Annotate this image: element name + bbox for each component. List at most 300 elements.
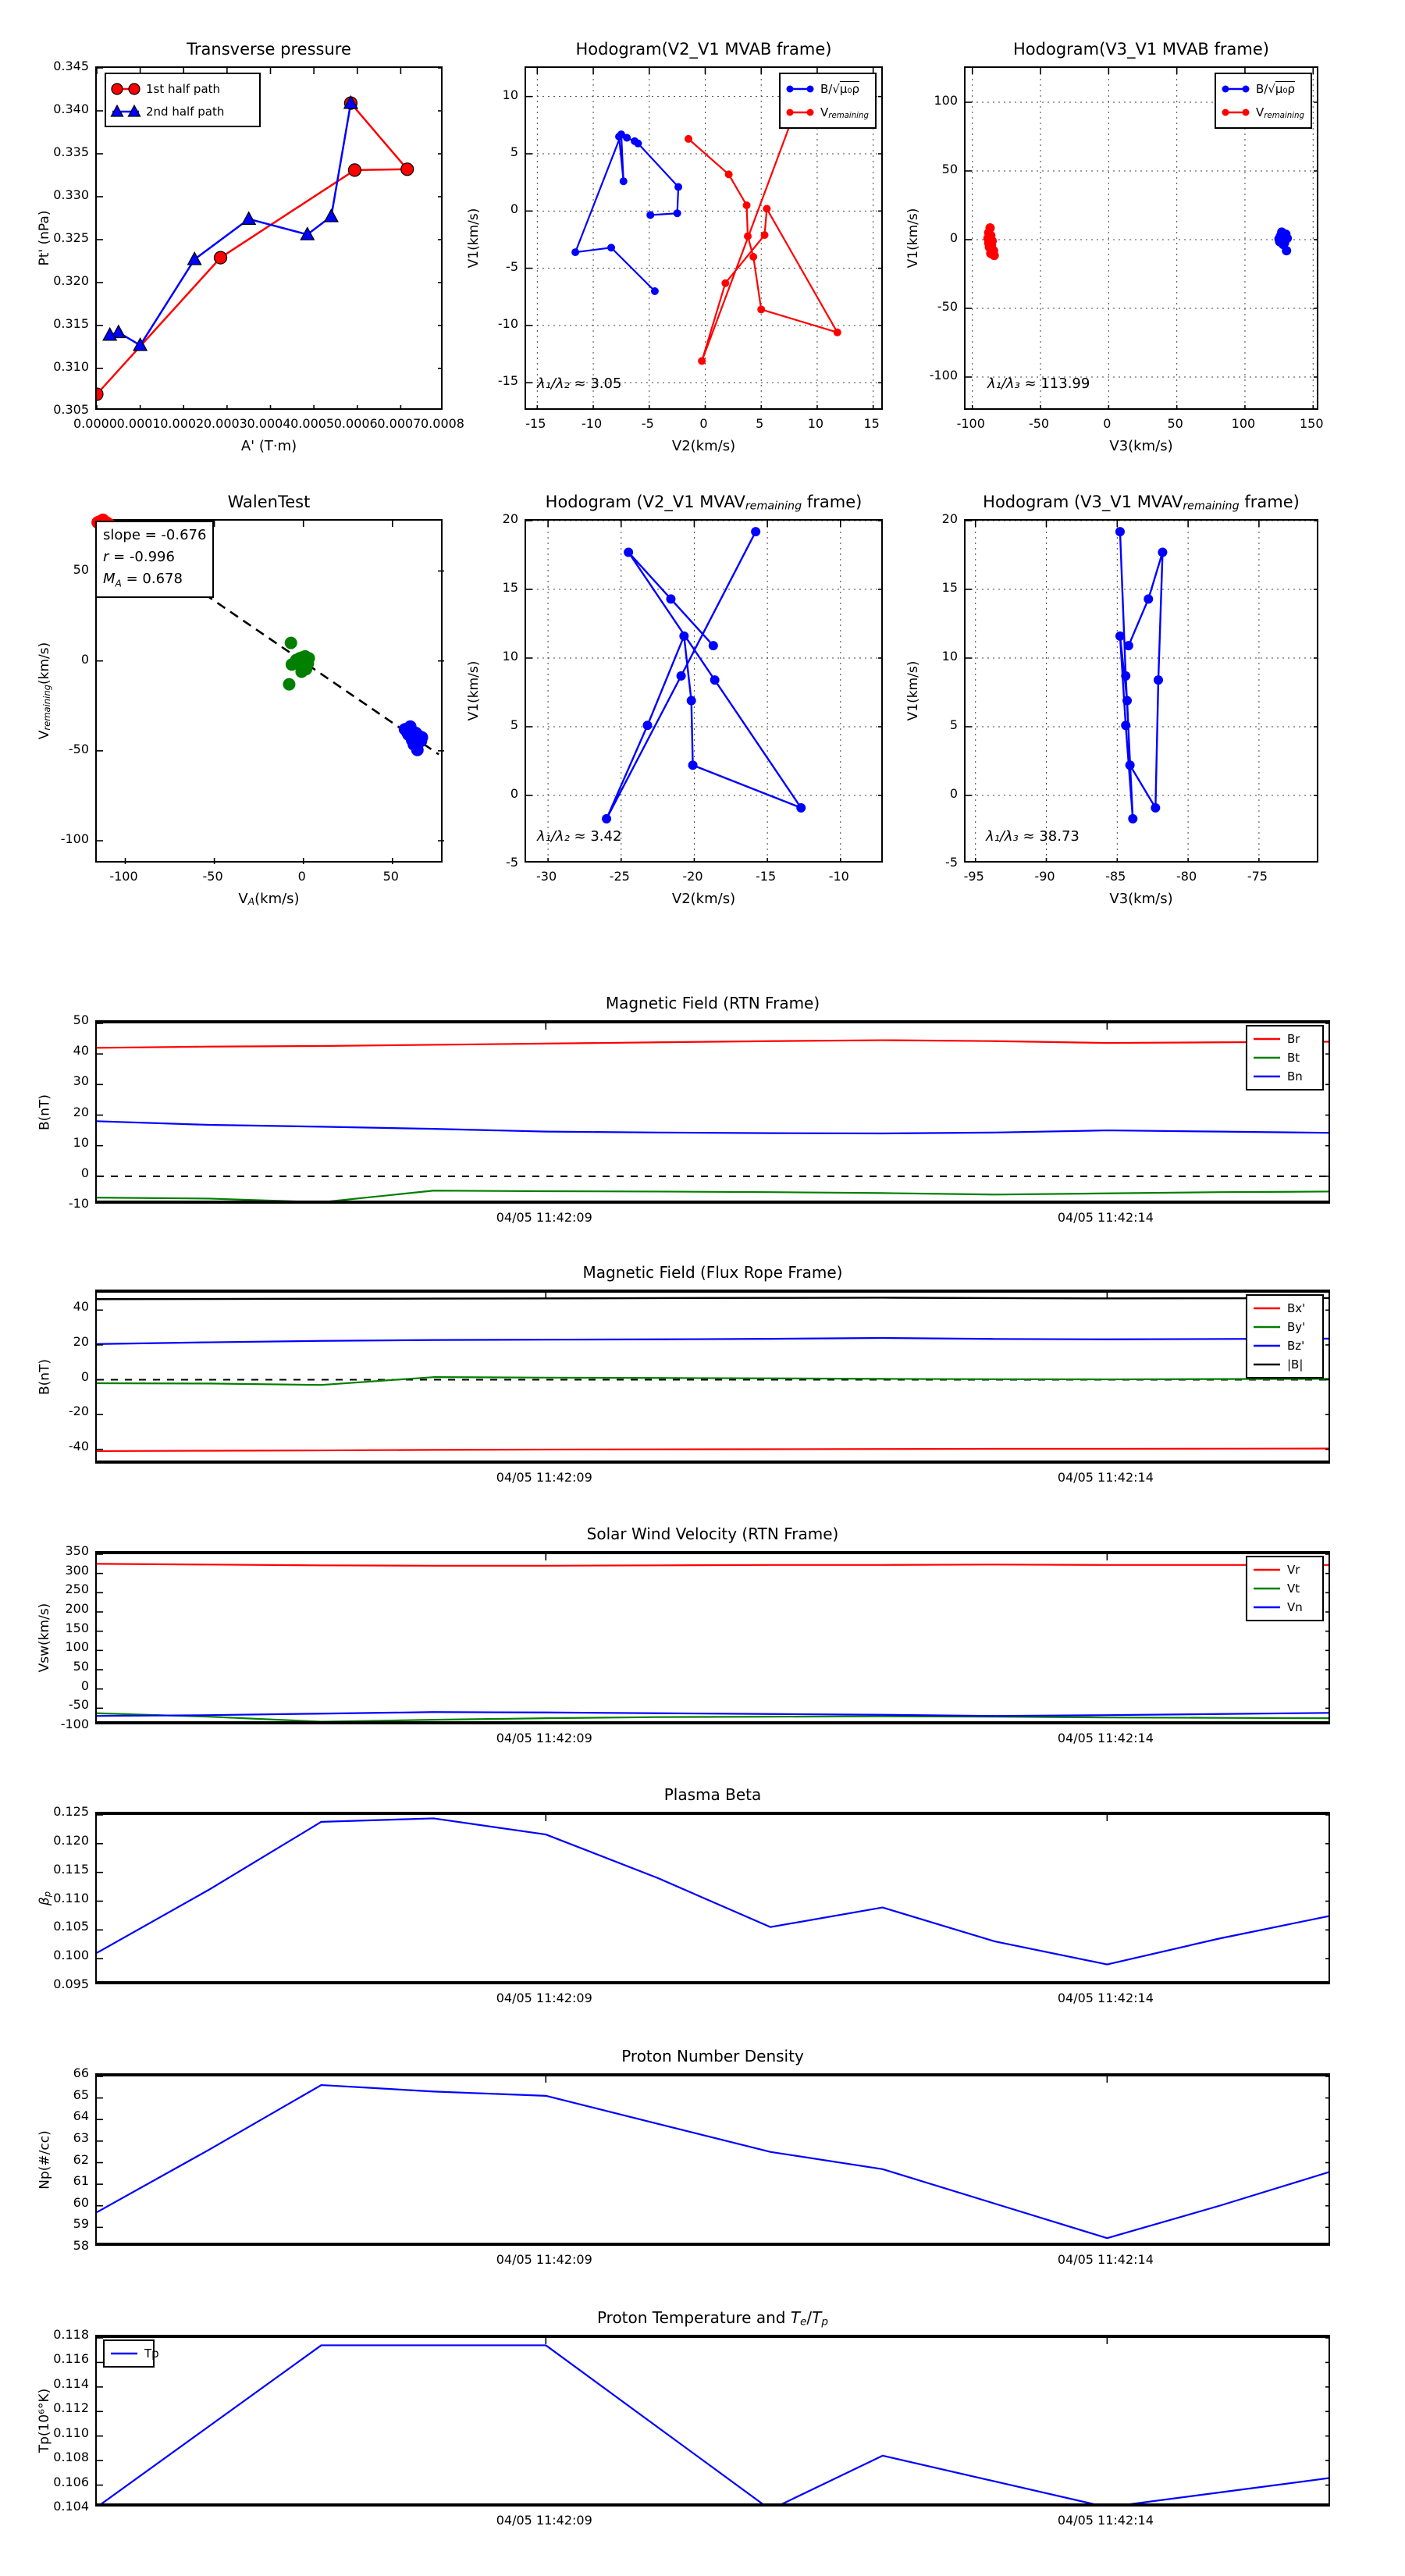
- hodogram-v3v1-mvav-ytick-5: 20: [941, 511, 958, 526]
- mag-fluxrope-legend-entry-3: [1253, 1355, 1317, 1374]
- marker-circle: [679, 632, 688, 641]
- text-seg: = 0.678: [121, 571, 183, 587]
- text-seg: M: [103, 571, 116, 587]
- hodogram-v3v1-mvav-ytick-4: 15: [941, 580, 958, 595]
- text-seg: ≈ 113.99: [1019, 375, 1090, 392]
- legend-sample-svg: [1222, 107, 1250, 118]
- legend-sample-0: [110, 2348, 138, 2359]
- marker-circle: [749, 253, 757, 261]
- walen-test-ytick-3: 50: [73, 561, 89, 577]
- legend-sample-1: [1222, 107, 1250, 118]
- proton-density-ytick-2: 60: [73, 2194, 89, 2210]
- hodogram-v3v1-mvab-xtick-3: 50: [1167, 416, 1183, 431]
- hodogram-v3v1-mvab-series-v-remaining: [984, 223, 999, 260]
- plasma-beta-ytick-2: 0.105: [53, 1919, 89, 1934]
- hodogram-v3v1-mvav-ytick-2: 5: [949, 717, 958, 732]
- walen-test-series-blue-cluster: [399, 720, 429, 756]
- mag-rtn-ytick-4: 30: [73, 1073, 89, 1089]
- mag-rtn-title: Magnetic Field (RTN Frame): [605, 994, 820, 1012]
- hodogram-v3v1-mvab-title: Hodogram(V3_V1 MVAB frame): [1013, 40, 1269, 59]
- legend-label-2: Bn: [1287, 1069, 1303, 1083]
- walen-test-xtick-0: -100: [109, 869, 138, 884]
- legend-label-0: 1st half path: [146, 81, 221, 96]
- marker-circle: [646, 211, 654, 219]
- hodogram-v3v1-mvab-ylabel: V1(km/s): [905, 208, 921, 269]
- hodogram-v2v1-mvab-title: Hodogram(V2_V1 MVAB frame): [575, 40, 832, 59]
- proton-temp-xtick-1: 04/05 11:42:14: [1057, 2513, 1154, 2528]
- marker-circle: [1121, 671, 1130, 681]
- mag-rtn-ytick-6: 50: [73, 1012, 89, 1027]
- marker-circle: [1243, 86, 1250, 93]
- hodogram-v3v1-mvav-xtick-4: -75: [1247, 869, 1268, 884]
- hodogram-v3v1-mvab-annotation: [987, 375, 1090, 392]
- hodogram-v2v1-mvab-xtick-2: -5: [641, 416, 654, 431]
- mag-rtn-ytick-0: -10: [68, 1196, 89, 1211]
- hodogram-v3v1-mvav-xtick-3: -80: [1176, 869, 1197, 884]
- hodogram-v3v1-mvab-xtick-5: 150: [1299, 416, 1324, 431]
- series-line: [97, 1121, 1330, 1133]
- hodogram-v2v1-mvav-title: [525, 493, 883, 513]
- legend-label-3: |B|: [1287, 1357, 1304, 1372]
- walen-test-xtick-1: -50: [202, 869, 223, 884]
- legend-sample-svg: [1253, 1359, 1281, 1370]
- hodogram-v2v1-mvab-legend-entry-1: [786, 101, 870, 124]
- proton-temp-series-tp: [97, 2345, 1330, 2507]
- mag-rtn-ylabel: B(nT): [37, 1094, 52, 1130]
- legend-sample-svg: [112, 106, 140, 117]
- mag-fluxrope-ytick-3: 20: [73, 1333, 89, 1349]
- text-seg: B/√: [820, 82, 840, 96]
- hodogram-v3v1-mvab-legend-entry-0: [1222, 77, 1305, 101]
- mag-rtn-legend-entry-1: [1253, 1048, 1317, 1067]
- marker-circle: [295, 666, 308, 678]
- marker-circle: [834, 329, 841, 336]
- proton-temp-ytick-4: 0.112: [53, 2400, 89, 2416]
- mag-rtn-ytick-1: 0: [80, 1165, 89, 1180]
- plasma-beta-ytick-6: 0.125: [53, 1804, 89, 1819]
- mag-fluxrope-series-bx-: [97, 1449, 1330, 1451]
- marker-circle: [687, 696, 696, 706]
- hodogram-v2v1-mvav-ytick-2: 5: [510, 717, 518, 732]
- hodogram-v3v1-mvab-xtick-0: -100: [956, 416, 985, 431]
- marker-circle: [744, 233, 752, 240]
- legend-sample-0: [1253, 1034, 1281, 1044]
- plasma-beta-xtick-1: 04/05 11:42:14: [1057, 1991, 1154, 2005]
- hodogram-v3v1-mvab-legend: [1215, 73, 1312, 129]
- legend-sample-0: [112, 84, 140, 94]
- text-seg: β: [37, 1896, 52, 1905]
- text-seg: (km/s): [37, 642, 52, 685]
- series-line: [97, 1564, 1330, 1565]
- text-seg: /: [806, 2308, 813, 2327]
- vsw-rtn-ylabel: Vsw(km/s): [37, 1603, 52, 1673]
- marker-circle: [787, 109, 794, 116]
- legend-sample-svg: [1253, 1564, 1281, 1575]
- legend-sample-1: [1253, 1052, 1281, 1063]
- proton-density-ytick-1: 59: [73, 2216, 89, 2232]
- marker-circle: [674, 209, 681, 217]
- legend-label-2: Vn: [1287, 1600, 1303, 1614]
- transverse-pressure-xtick-3: 0.0003: [203, 416, 247, 431]
- transverse-pressure-ylabel: Pt' (nPa): [37, 210, 52, 266]
- legend-sample-svg: [1253, 1303, 1281, 1314]
- mag-fluxrope-svg: [97, 1293, 1330, 1464]
- transverse-pressure-legend-entry-0: [112, 77, 254, 100]
- plasma-beta-plot-area: [95, 1812, 1330, 1984]
- marker-circle: [677, 671, 686, 681]
- series-line: [97, 1297, 1330, 1299]
- text-seg: remaining: [1264, 111, 1304, 120]
- hodogram-v2v1-mvab-ytick-5: 10: [502, 87, 518, 102]
- hodogram-v2v1-mvav-xtick-3: -15: [756, 869, 777, 884]
- hodogram-v3v1-mvav-ytick-3: 10: [941, 649, 958, 664]
- mag-fluxrope-ytick-0: -40: [68, 1438, 89, 1453]
- legend-sample-svg: [786, 107, 814, 118]
- hodogram-v2v1-mvab-xtick-0: -15: [525, 416, 546, 431]
- mag-fluxrope-legend: [1246, 1294, 1324, 1379]
- legend-sample-svg: [1253, 1340, 1281, 1351]
- proton-density-ytick-3: 61: [73, 2173, 89, 2189]
- text-seg: slope = -0.676: [103, 527, 207, 543]
- marker-circle: [698, 357, 706, 365]
- series-line: [97, 2345, 1330, 2507]
- text-seg: λ₁/λ₃: [986, 828, 1019, 845]
- legend-sample-0: [1253, 1303, 1281, 1314]
- hodogram-v2v1-mvab-ytick-0: -15: [497, 373, 518, 389]
- mag-fluxrope-series-bz-: [97, 1338, 1330, 1344]
- legend-sample-svg: [1253, 1602, 1281, 1613]
- hodogram-v2v1-mvab-legend-entry-0: [786, 77, 870, 101]
- marker-circle: [721, 279, 729, 287]
- mag-rtn-ytick-5: 40: [73, 1043, 89, 1059]
- vsw-rtn-legend-entry-0: [1253, 1560, 1317, 1579]
- marker-circle: [743, 201, 751, 209]
- hodogram-v3v1-mvab-ytick-2: 0: [949, 230, 958, 245]
- hodogram-v2v1-mvab-series-v-remaining: [685, 111, 841, 365]
- vsw-rtn-ytick-3: 50: [73, 1659, 89, 1674]
- marker-circle: [602, 814, 611, 824]
- marker-circle: [634, 140, 642, 148]
- marker-circle: [1115, 632, 1125, 641]
- hodogram-v2v1-mvav-ytick-1: 0: [510, 786, 518, 801]
- proton-temp-ytick-5: 0.114: [53, 2375, 89, 2391]
- mag-fluxrope-plot-area: [95, 1290, 1330, 1464]
- transverse-pressure-ytick-1: 0.310: [53, 359, 89, 374]
- hodogram-v3v1-mvav-title: [964, 493, 1318, 513]
- hodogram-v2v1-mvav-ytick-5: 20: [502, 511, 518, 526]
- proton-density-ylabel: Np(#/cc): [37, 2129, 52, 2190]
- series-line: [97, 1190, 1330, 1202]
- mag-fluxrope-xtick-0: 04/05 11:42:09: [496, 1470, 592, 1485]
- proton-temp-ytick-7: 0.118: [53, 2327, 89, 2342]
- transverse-pressure-ytick-8: 0.345: [53, 59, 89, 73]
- marker-circle: [688, 760, 698, 770]
- text-seg: Hodogram (V3_V1 MVAV: [983, 493, 1183, 511]
- transverse-pressure-xlabel: A' (T·m): [240, 438, 297, 454]
- legend-label-0: [820, 82, 859, 96]
- hodogram-v2v1-mvab-ytick-1: -10: [497, 316, 518, 331]
- legend-sample-3: [1253, 1359, 1281, 1370]
- proton-temp-title: [95, 2308, 1330, 2329]
- hodogram-v2v1-mvav-xtick-0: -30: [536, 869, 557, 884]
- text-seg: A: [247, 896, 255, 908]
- proton-temp-xtick-0: 04/05 11:42:09: [496, 2513, 592, 2528]
- mag-rtn-legend-entry-2: [1253, 1067, 1317, 1086]
- plasma-beta-ytick-5: 0.120: [53, 1832, 89, 1848]
- legend-sample-1: [1253, 1322, 1281, 1332]
- hodogram-v2v1-mvab-xtick-6: 15: [863, 416, 880, 431]
- legend-label-1: 2nd half path: [146, 104, 225, 119]
- text-seg: e: [800, 2315, 807, 2329]
- vsw-rtn-ytick-9: 350: [65, 1543, 89, 1558]
- hodogram-v2v1-mvab-legend: [779, 73, 877, 129]
- mag-rtn-xtick-1: 04/05 11:42:14: [1057, 1210, 1154, 1225]
- hodogram-v2v1-mvav-xtick-2: -20: [682, 869, 703, 884]
- hodogram-v3v1-mvab-ytick-1: -50: [937, 299, 958, 314]
- hodogram-v2v1-mvav-ytick-4: 15: [502, 580, 518, 595]
- marker-circle: [642, 720, 652, 730]
- walen-test-ytick-1: -50: [68, 741, 89, 756]
- series-line: [606, 532, 801, 819]
- walen-test-stats-box: [95, 521, 214, 598]
- hodogram-v3v1-mvab-xtick-2: 0: [1103, 416, 1112, 431]
- marker-circle: [807, 109, 814, 116]
- vsw-rtn-ytick-1: -50: [68, 1697, 89, 1713]
- text-seg: frame): [802, 493, 863, 511]
- walen-test-series-green-cluster: [283, 637, 315, 691]
- vsw-rtn-ytick-8: 300: [65, 1562, 89, 1578]
- legend-label-1: [820, 105, 869, 120]
- marker-circle: [757, 305, 765, 313]
- legend-sample-svg: [1253, 1034, 1281, 1044]
- text-seg: remaining: [1183, 500, 1240, 513]
- legend-sample-svg: [1253, 1583, 1281, 1594]
- series-line: [97, 1449, 1330, 1451]
- hodogram-v3v1-mvab-ytick-4: 100: [934, 93, 958, 108]
- walen-test-stats-line-2: [103, 568, 206, 594]
- mag-fluxrope-series-by-: [97, 1377, 1330, 1385]
- plasma-beta-xtick-0: 04/05 11:42:09: [496, 1991, 592, 2005]
- marker-circle: [615, 133, 623, 141]
- text-seg: V: [1256, 105, 1264, 119]
- transverse-pressure-xtick-4: 0.0004: [247, 416, 291, 431]
- walen-test-title: WalenTest: [227, 493, 311, 511]
- mag-rtn-plot-area: [95, 1020, 1330, 1204]
- transverse-pressure-legend-entry-1: [112, 100, 254, 123]
- plasma-beta-ytick-0: 0.095: [53, 1976, 89, 1991]
- proton-temp-legend-entry-0: [110, 2344, 159, 2363]
- marker-circle: [1128, 814, 1137, 824]
- mag-fluxrope-legend-entry-1: [1253, 1318, 1317, 1336]
- text-seg: λ₁/λ₂: [537, 828, 570, 845]
- legend-sample-svg: [786, 84, 814, 94]
- series-line: [97, 2085, 1330, 2238]
- marker-circle: [1243, 109, 1250, 116]
- hodogram-v3v1-mvav-xtick-2: -85: [1105, 869, 1126, 884]
- hodogram-v2v1-mvab-annotation: [537, 375, 621, 392]
- series-line: [97, 1377, 1330, 1385]
- hodogram-v3v1-mvav-xlabel: V3(km/s): [1109, 891, 1173, 907]
- legend-label-1: [1256, 105, 1304, 120]
- hodogram-v2v1-mvab-ytick-2: -5: [506, 258, 518, 274]
- transverse-pressure-ytick-2: 0.315: [53, 316, 89, 331]
- marker-circle: [761, 231, 769, 239]
- marker-circle: [1282, 246, 1291, 255]
- series-line: [97, 1041, 1330, 1048]
- transverse-pressure-xtick-0: 0.0000: [73, 416, 117, 431]
- hodogram-v3v1-mvab-legend-entry-1: [1222, 101, 1305, 124]
- marker-circle: [787, 86, 794, 93]
- hodogram-v2v1-mvab-xtick-3: 0: [699, 416, 708, 431]
- legend-sample-svg: [112, 84, 140, 94]
- marker-circle: [624, 547, 633, 557]
- text-seg: V: [820, 105, 829, 119]
- marker-circle: [674, 183, 682, 191]
- marker-circle: [990, 251, 999, 260]
- text-seg: (km/s): [254, 891, 300, 907]
- transverse-pressure-legend: [105, 73, 261, 127]
- marker-circle: [1122, 696, 1132, 706]
- mag-fluxrope-xtick-1: 04/05 11:42:14: [1057, 1470, 1154, 1485]
- mag-rtn-series-bt: [97, 1190, 1330, 1202]
- hodogram-v2v1-mvav-svg: [526, 521, 883, 863]
- legend-label-0: Vr: [1287, 1563, 1300, 1577]
- hodogram-v2v1-mvab-xtick-1: -10: [581, 416, 603, 431]
- marker-circle: [751, 527, 760, 536]
- hodogram-v2v1-mvav-series-v-remaining-hodogram: [602, 527, 806, 824]
- proton-temp-ytick-3: 0.110: [53, 2425, 89, 2440]
- marker-circle: [1144, 594, 1153, 603]
- legend-sample-2: [1253, 1340, 1281, 1351]
- hodogram-v3v1-mvab-xlabel: V3(km/s): [1109, 438, 1173, 454]
- text-seg: T: [790, 2308, 801, 2327]
- legend-label-0: Tp: [144, 2347, 159, 2361]
- proton-density-svg: [97, 2076, 1330, 2246]
- marker-circle: [283, 678, 295, 691]
- proton-temp-svg: [97, 2338, 1330, 2507]
- marker-circle: [1115, 527, 1125, 536]
- mag-fluxrope-series--b-: [97, 1297, 1330, 1299]
- transverse-pressure-ytick-5: 0.330: [53, 187, 89, 202]
- vsw-rtn-legend: [1246, 1556, 1324, 1621]
- proton-temp-ylabel: Tp(10⁶°K): [37, 2388, 52, 2453]
- hodogram-v3v1-mvab-xtick-4: 100: [1231, 416, 1256, 431]
- proton-density-ytick-6: 64: [73, 2108, 89, 2124]
- legend-label-0: Bx': [1287, 1301, 1306, 1315]
- marker-circle: [796, 803, 806, 813]
- proton-density-plot-area: [95, 2073, 1330, 2246]
- marker-circle: [620, 177, 628, 185]
- text-seg: p: [821, 2315, 829, 2329]
- legend-sample-svg: [1222, 84, 1250, 94]
- marker-circle: [685, 135, 692, 143]
- vsw-rtn-title: Solar Wind Velocity (RTN Frame): [586, 1525, 839, 1543]
- mag-rtn-legend-entry-0: [1253, 1030, 1317, 1048]
- text-seg: p: [41, 1891, 53, 1897]
- transverse-pressure-series-1st-half-path: [95, 97, 414, 400]
- hodogram-v2v1-mvab-ytick-4: 5: [510, 144, 518, 159]
- transverse-pressure-ytick-3: 0.320: [53, 273, 89, 288]
- legend-sample-0: [1253, 1564, 1281, 1575]
- legend-sample-svg: [1253, 1071, 1281, 1082]
- hodogram-v3v1-mvab-series-b-alfven: [1275, 227, 1292, 255]
- walen-test-ytick-2: 0: [80, 651, 89, 667]
- transverse-pressure-xtick-6: 0.0006: [333, 416, 378, 431]
- proton-temp-ytick-6: 0.116: [53, 2351, 89, 2367]
- hodogram-v2v1-mvab-series-b-alfven: [571, 130, 682, 295]
- legend-sample-2: [1253, 1602, 1281, 1613]
- legend-label-0: [1256, 82, 1295, 96]
- mag-rtn-series-br: [97, 1041, 1330, 1048]
- marker-circle: [1222, 86, 1229, 93]
- hodogram-v3v1-mvav-ytick-1: 0: [949, 786, 958, 801]
- proton-density-ytick-4: 62: [73, 2151, 89, 2167]
- marker-circle: [303, 652, 315, 664]
- marker-circle: [807, 86, 814, 93]
- transverse-pressure-xtick-1: 0.0001: [116, 416, 161, 431]
- marker-circle: [1151, 803, 1160, 813]
- marker-circle: [1126, 760, 1135, 770]
- marker-circle: [666, 594, 675, 603]
- transverse-pressure-ytick-6: 0.335: [53, 144, 89, 159]
- proton-density-xtick-1: 04/05 11:42:14: [1057, 2252, 1154, 2267]
- legend-label-1: By': [1287, 1320, 1306, 1334]
- text-seg: ≈ 3.42: [569, 828, 622, 845]
- mag-rtn-xtick-0: 04/05 11:42:09: [496, 1210, 592, 1225]
- hodogram-v3v1-mvav-xtick-1: -90: [1034, 869, 1055, 884]
- vsw-rtn-ytick-6: 200: [65, 1601, 89, 1616]
- proton-density-ytick-7: 65: [73, 2087, 89, 2102]
- proton-temp-ytick-2: 0.108: [53, 2450, 89, 2465]
- marker-circle: [725, 170, 733, 178]
- hodogram-v3v1-mvav-annotation: [986, 828, 1080, 845]
- transverse-pressure-xtick-5: 0.0005: [290, 416, 335, 431]
- text-seg: B/√: [1256, 82, 1275, 96]
- plasma-beta-ylabel: [37, 1812, 54, 1984]
- mag-fluxrope-legend-entry-2: [1253, 1336, 1317, 1355]
- proton-density-ytick-8: 66: [73, 2065, 89, 2080]
- hodogram-v3v1-mvav-ylabel: V1(km/s): [905, 660, 921, 721]
- text-seg: μ₀ρ: [839, 82, 859, 96]
- text-seg: frame): [1239, 493, 1300, 511]
- transverse-pressure-xtick-2: 0.0002: [160, 416, 205, 431]
- hodogram-v3v1-mvav-ytick-0: -5: [945, 855, 958, 870]
- marker-circle: [129, 84, 140, 94]
- mag-fluxrope-ytick-1: -20: [68, 1404, 89, 1419]
- legend-sample-svg: [1253, 1322, 1281, 1332]
- series-line: [110, 103, 351, 345]
- text-seg: A: [115, 578, 122, 589]
- legend-label-0: Br: [1287, 1032, 1300, 1046]
- vsw-rtn-svg: [97, 1554, 1330, 1724]
- mag-fluxrope-ytick-4: 40: [73, 1299, 89, 1315]
- marker-circle: [763, 205, 770, 212]
- series-line: [575, 134, 678, 291]
- plasma-beta-series-beta-p: [97, 1818, 1330, 1964]
- marker-circle: [1222, 109, 1229, 116]
- proton-density-ytick-0: 58: [73, 2238, 89, 2253]
- legend-sample-svg: [1253, 1052, 1281, 1063]
- transverse-pressure-ytick-7: 0.340: [53, 101, 89, 116]
- mag-fluxrope-title: Magnetic Field (Flux Rope Frame): [582, 1263, 843, 1282]
- transverse-pressure-xtick-8: 0.0008: [421, 416, 464, 431]
- text-seg: μ₀ρ: [1275, 82, 1295, 96]
- marker-circle: [1158, 547, 1167, 557]
- legend-sample-2: [1253, 1071, 1281, 1082]
- vsw-rtn-xtick-0: 04/05 11:42:09: [496, 1731, 592, 1745]
- legend-sample-1: [786, 107, 814, 118]
- proton-temp-legend: [103, 2339, 159, 2368]
